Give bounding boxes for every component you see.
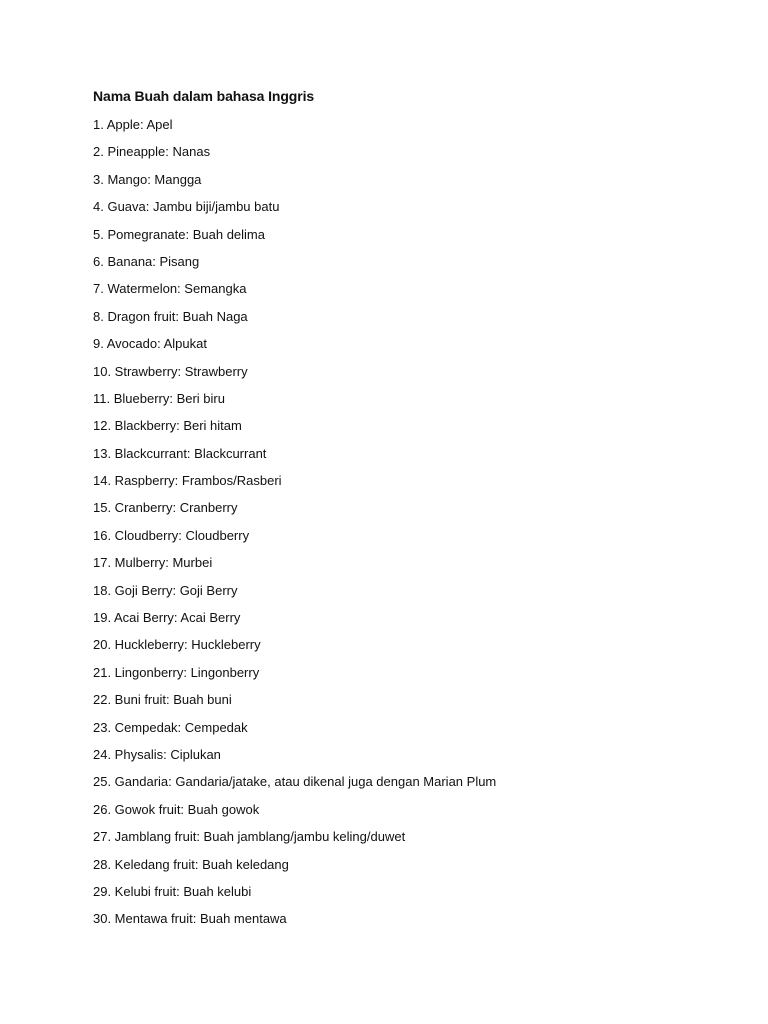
list-item: 22. Buni fruit: Buah buni bbox=[93, 692, 232, 708]
list-item: 7. Watermelon: Semangka bbox=[93, 281, 247, 297]
list-item: 10. Strawberry: Strawberry bbox=[93, 363, 248, 379]
list-item: 2. Pineapple: Nanas bbox=[93, 144, 211, 160]
fruit-list bbox=[93, 115, 496, 937]
list-item: 26. Gowok fruit: Buah gowok bbox=[93, 801, 260, 817]
list-item: 25. Gandaria: Gandaria/jatake, atau dikenal juga dengan Marian Plum bbox=[93, 774, 497, 790]
list-item: 15. Cranberry: Cranberry bbox=[93, 500, 238, 516]
list-item: 6. Banana: Pisang bbox=[93, 253, 200, 269]
list-item: 24. Physalis: Ciplukan bbox=[93, 746, 221, 762]
list-item: 3. Mango: Mangga bbox=[93, 171, 202, 187]
list-item: 4. Guava: Jambu biji/jambu batu bbox=[93, 199, 280, 215]
list-item: 13. Blackcurrant: Blackcurrant bbox=[93, 445, 267, 461]
list-item: 20. Huckleberry: Huckleberry bbox=[93, 637, 261, 653]
list-item: 18. Goji Berry: Goji Berry bbox=[93, 582, 238, 598]
list-item: 9. Avocado: Alpukat bbox=[93, 336, 207, 352]
list-item: 12. Blackberry: Beri hitam bbox=[93, 418, 242, 434]
document-title: Nama Buah dalam bahasa Inggris bbox=[93, 88, 315, 104]
list-item: 29. Kelubi fruit: Buah kelubi bbox=[93, 883, 252, 899]
list-item: 27. Jamblang fruit: Buah jamblang/jambu keling/duwet bbox=[93, 829, 406, 845]
list-item: 19. Acai Berry: Acai Berry bbox=[93, 610, 241, 626]
list-item: 16. Cloudberry: Cloudberry bbox=[93, 527, 250, 543]
list-item: 21. Lingonberry: Lingonberry bbox=[93, 664, 260, 680]
list-item: 14. Raspberry: Frambos/Rasberi bbox=[93, 473, 282, 489]
list-item: 11. Blueberry: Beri biru bbox=[93, 390, 225, 406]
list-item: 23. Cempedak: Cempedak bbox=[93, 719, 248, 735]
list-item: 30. Mentawa fruit: Buah mentawa bbox=[93, 911, 287, 927]
list-item: 28. Keledang fruit: Buah keledang bbox=[93, 856, 289, 872]
list-item: 17. Mulberry: Murbei bbox=[93, 555, 213, 571]
list-item: 8. Dragon fruit: Buah Naga bbox=[93, 308, 248, 324]
list-item: 1. Apple: Apel bbox=[93, 117, 173, 132]
list-item: 5. Pomegranate: Buah delima bbox=[93, 226, 265, 242]
